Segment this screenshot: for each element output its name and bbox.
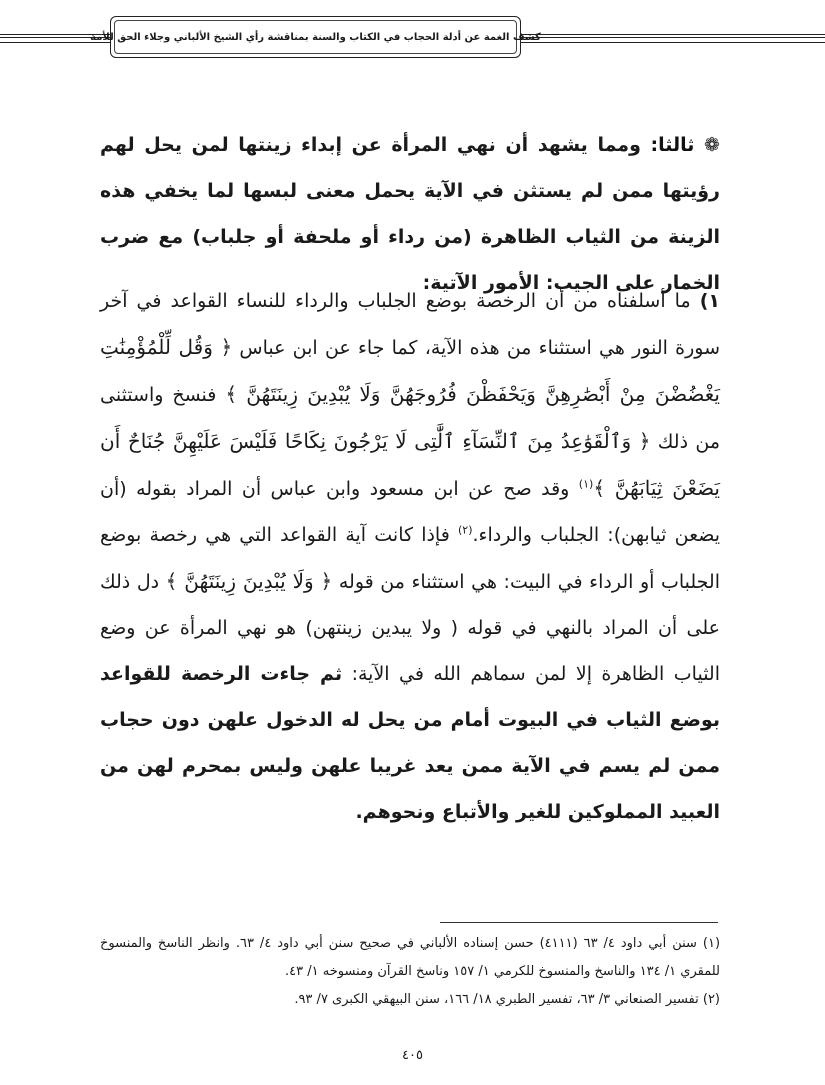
- point-text-b: فنسخ واستثنى من ذلك: [100, 384, 721, 453]
- quran-verse-b: ﴿ وَٱلْقَوَٰعِدُ مِنَ ٱلنِّسَآءِ ٱلَّٰتِى لَا يَرْجُونَ نِكَاحًا فَلَيْسَ عَلَيْهِنَّ جُنَاحٌ أَن يَضَعْنَ ثِيَابَهُنَّ ﴾: [100, 429, 721, 500]
- book-title: كشف الغمة عن أدلة الحجاب في الكتاب والسنة بمناقشة رأي الشيخ الألباني وجلاء الحق للأمة: [90, 31, 541, 43]
- page-number: ٤٠٥: [402, 1048, 423, 1063]
- running-header: [90, 16, 541, 58]
- footnote-separator: [440, 922, 718, 923]
- section-intro-text: ومما يشهد أن نهي المرأة عن إبداء زينتها لمن يحل لهم رؤيتها ممن لم يستثن في الآية يحمل معنى لبسها لما يخفي هذه الزينة من الثياب الظاهرة (من رداء أو ملحفة أو جلباب) مع ضرب الخمار على الجيب: الأمور الآتية:: [100, 134, 720, 294]
- footnote-1: (١) سنن أبي داود ٤/ ٦٣ (٤١١١) حسن إسناده الألباني في صحيح سنن أبي داود ٤/ ٦٣. وانظر الناسخ والمنسوخ للمقري ١/ ١٣٤ والناسخ والمنسوخ للكرمي ١/ ١٥٧ وناسخ القرآن ومنسوخه ١/ ٤٣.: [100, 936, 721, 979]
- quran-verse-a: ﴿ وَقُل لِّلْمُؤْمِنَٰتِ يَغْضُضْنَ مِنْ أَبْصَٰرِهِنَّ وَيَحْفَظْنَ فُرُوجَهُنَّ وَلَا يُبْدِينَ زِينَتَهُنَّ ﴾: [100, 335, 720, 406]
- point-text-d: فإذا كانت آية القواعد التي هي رخصة بوضع الجلباب أو الرداء في البيت: هي استثناء من قوله: [100, 524, 720, 593]
- point-one-paragraph: [100, 278, 720, 835]
- point-text-c: وقد صح عن ابن مسعود وابن عباس أن المراد بقوله (أن يضعن ثيابهن): الجلباب والرداء.: [100, 478, 720, 546]
- footnotes: [100, 930, 720, 1014]
- footnote-2: (٢) تفسير الصنعاني ٣/ ٦٣، تفسير الطبري ١٨/ ١٦٦، سنن البيهقي الكبرى ٧/ ٩٣.: [294, 992, 720, 1007]
- footnote-ref-1[interactable]: (١): [578, 477, 594, 491]
- point-text-a: ما أسلفناه من أن الرخصة بوضع الجلباب والرداء للنساء القواعد في آخر سورة النور هي استثناء من هذه الآية، كما جاء عن ابن عباس: [100, 290, 720, 359]
- footnote-ref-2[interactable]: (٢): [457, 523, 473, 537]
- point-text-e: دل ذلك على أن المراد بالنهي في قوله ( ولا يبدين زينتهن) هو نهي المرأة عن وضع الثياب الظاهرة إلا لمن سماهم الله في الآية:: [100, 571, 720, 685]
- point-text-bold: ثم جاءت الرخصة للقواعد بوضع الثياب في البيوت أمام من يحل له الدخول علهن دون حجاب ممن لم يسم في الآية ممن يعد غريبا علهن وليس بمحرم لهن من العبيد المملوكين للغير والأتباع ونحوهم.: [100, 663, 720, 823]
- section-marker: ❁ ثالثا:: [650, 134, 720, 156]
- header-rule-right: [521, 34, 825, 43]
- point-number: ١): [699, 290, 720, 312]
- quran-verse-c: ﴿ وَلَا يُبْدِينَ زِينَتَهُنَّ ﴾: [165, 569, 333, 593]
